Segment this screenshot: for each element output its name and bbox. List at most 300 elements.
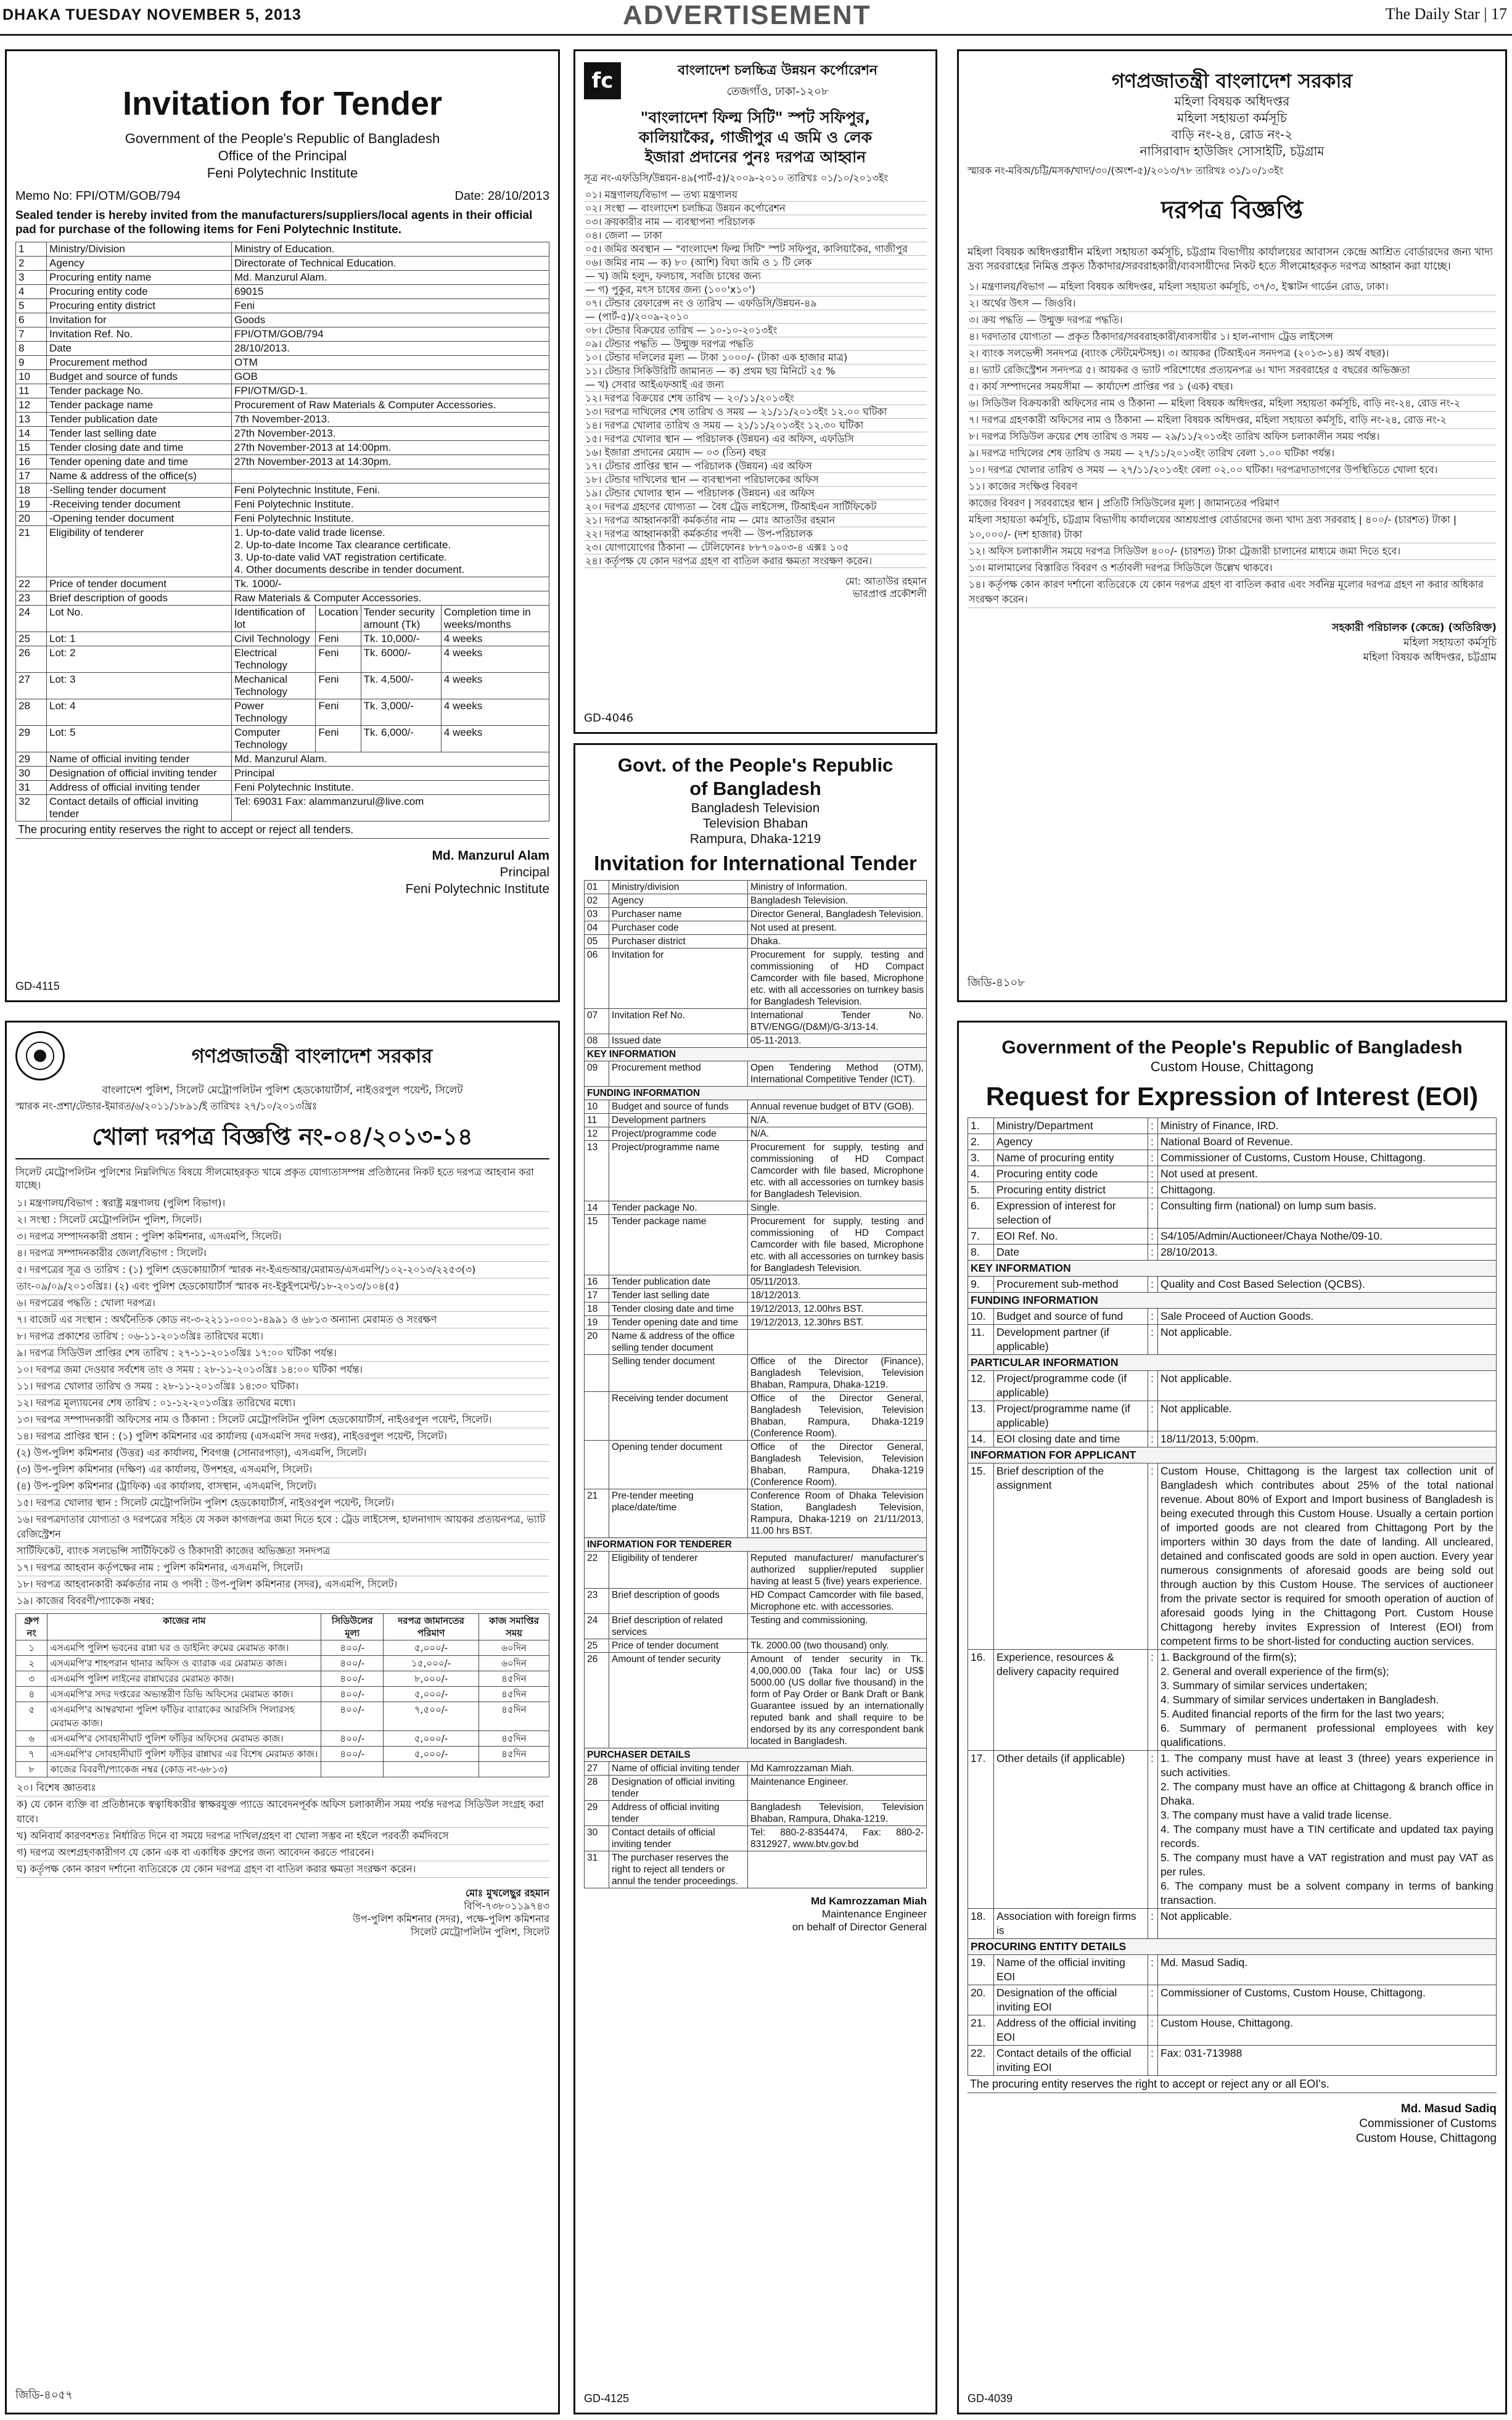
- table-cell: ৬০দিন: [479, 1656, 549, 1671]
- table-cell: ৪: [16, 1687, 47, 1702]
- table-cell: 20: [585, 1330, 609, 1355]
- table-cell: Price of tender document: [609, 1639, 748, 1653]
- ad5-code: GD-4125: [584, 2392, 630, 2405]
- bfdc-logo-icon: fc: [584, 62, 621, 99]
- list-item: ১২। অফিস চলাকালীন সময়ে দরপত্র সিডিউল ৪০০/- (চারশত) টাকা ট্রেজারী চালানের মাধ্যমে জমা দিতে হবে।: [968, 543, 1497, 560]
- table-row: [968, 1245, 1497, 1261]
- table-cell: 19.: [968, 1955, 994, 1985]
- list-item: ১০। টেন্ডার দলিলের মূল্য — টাকা ১০০০/- (টাকা এক হাজার মাত্র): [584, 351, 927, 364]
- table-cell: 21.: [968, 2015, 994, 2046]
- table-cell: Contact details of official inviting tender: [47, 795, 232, 821]
- ad2-t2: কালিয়াকৈর, গাজীপুর এ জমি ও লেক: [638, 128, 873, 146]
- ad2-title: [584, 108, 927, 167]
- table-cell: Not applicable.: [1158, 1325, 1497, 1355]
- table-cell: :: [1148, 1650, 1158, 1751]
- table-row: [585, 921, 927, 935]
- table-cell: Feni: [316, 673, 361, 699]
- list-item: ২৩। যোগাযোগের ঠিকানা — টেলিফোনঃ ৮৮৭০৯০৩-৪ এক্সঃ ১০৫: [584, 541, 927, 554]
- list-item: ১। মন্ত্রণালয়/বিভাগ — মহিলা বিষয়ক অধিদপ্তর, মহিলা সহায়তা কর্মসূচি, ৩৭/৩, ইস্কাটন গার্ডেন রোড, ঢাকা।: [968, 279, 1497, 295]
- list-item: ৮। দরপত্র সিডিউল ক্রয়ের শেষ তারিখ ও সময় — ২৯/১১/২০১৩ইং তারিখ অফিস চলাকালীন সময় পর্যন্ত।: [968, 429, 1497, 445]
- table-cell: Procurement of Raw Materials & Computer Accessories.: [232, 398, 549, 413]
- table-cell: 08: [585, 1034, 609, 1048]
- table-row: [16, 1731, 549, 1747]
- newspaper-header: [0, 0, 1512, 36]
- table-cell: N/A.: [748, 1114, 927, 1127]
- ad3-s1: মহিলা বিষয়ক অধিদপ্তর: [1174, 94, 1290, 109]
- table-cell: Procurement for supply, testing and commissioning of HD Compact Camcorder with file based, Microphone etc. with all accessories on turnkey basis for Bangladesh Television.: [748, 1215, 927, 1275]
- table-cell: 1.: [968, 1118, 994, 1134]
- table-cell: Directorate of Technical Education.: [232, 257, 549, 271]
- table-cell: 10.: [968, 1309, 994, 1325]
- table-cell: Md Kamrozzaman Miah.: [748, 1762, 927, 1776]
- table-cell: 15: [585, 1215, 609, 1275]
- list-item: ০৪। জেলা — ঢাকা: [584, 229, 927, 242]
- table-cell: Civil Technology: [232, 632, 316, 646]
- table-cell: এসএমপি'র সদর দপ্তরের অভ্যন্তরীণ ডিভি অফিসের মেরামত কাজ।: [47, 1687, 321, 1702]
- table-row: [585, 1201, 927, 1215]
- table-row: [16, 342, 549, 356]
- table-row: [16, 752, 549, 767]
- table-row: [16, 327, 549, 342]
- table-cell: দরপত্র জামানতের পরিমাণ: [384, 1614, 479, 1640]
- list-item: — গ) পুকুর, মৎস চাষের জন্য (১০০'x১০'): [584, 283, 927, 297]
- table-cell: Agency: [47, 257, 232, 271]
- table-row: [585, 1851, 927, 1888]
- list-item: ১১। কাজের সংক্ষিপ্ত বিবরণ: [968, 479, 1497, 495]
- table-cell: Address of the official inviting EOI: [994, 2015, 1148, 2046]
- ad1-sig-name: Md. Manzurul Alam: [432, 849, 549, 863]
- table-cell: EOI Ref. No.: [994, 1229, 1148, 1245]
- table-row: [585, 949, 927, 1009]
- table-cell: Tender package name: [609, 1215, 748, 1275]
- table-row: [585, 1589, 927, 1614]
- table-cell: 8: [16, 342, 47, 356]
- ad4-sub: বাংলাদেশ পুলিশ, সিলেট মেট্রোপলিটন পুলিশ হেডকোয়ার্টার্স, নাইওরপুল পয়েন্ট, সিলেট: [102, 1084, 463, 1097]
- table-cell: 05-11-2013.: [748, 1034, 927, 1048]
- ad-sylhet-police: [5, 1021, 560, 2414]
- ad1-sig-title: Principal: [499, 865, 549, 879]
- table-cell: [321, 1762, 384, 1777]
- table-cell: 12.: [968, 1371, 994, 1401]
- table-cell: [384, 1762, 479, 1777]
- table-cell: Eligibility of tenderer: [609, 1552, 748, 1589]
- table-cell: 05/11/2013.: [748, 1275, 927, 1289]
- table-cell: Project/programme code (if applicable): [994, 1371, 1148, 1401]
- ad2-sig-name: মো: আতাউর রহমান: [845, 575, 927, 587]
- table-cell: 21: [16, 526, 47, 577]
- ad4-memo: স্মারক নং-প্রশা/টেন্ডার-ইমারত/৬/২০১১/১৮৯১/ই তারিখঃ ২৭/১০/২০১৩খ্রিঃ: [15, 1100, 318, 1112]
- table-cell: 23: [16, 591, 47, 606]
- list-item: ১৪। দরপত্র খোলার তারিখ ও সময় — ২১/১১/২০১৩ইং ১২.৩০ ঘটিকা: [584, 419, 927, 432]
- table-cell: 2.: [968, 1134, 994, 1150]
- table-cell: KEY INFORMATION: [968, 1261, 1497, 1277]
- table-cell: Eligibility of tenderer: [47, 526, 232, 577]
- list-item: ৭। দরপত্র গ্রহণকারী অফিসের নাম ও ঠিকানা — মহিলা বিষয়ক অধিদপ্তর, মহিলা সহায়তা কর্মসূচি, বাড়ি নং-২৪, রোড নং-২: [968, 412, 1497, 429]
- table-cell: Feni Polytechnic Institute.: [232, 512, 549, 526]
- list-item: ৪। ভ্যাট রেজিস্ট্রেশন সনদপত্র ৫। আয়কর ও ভ্যাট পরিশোধের প্রত্যয়নপত্র ৬। খাদ্য সরবরাহের ৫ বছরের অভিজ্ঞতা: [968, 362, 1497, 379]
- table-cell: Tender closing date and time: [47, 441, 232, 455]
- ad6-table: [968, 1117, 1497, 2076]
- table-cell: 10: [585, 1100, 609, 1114]
- list-item: ০৭। টেন্ডার রেফারেন্স নং ও তারিখ — এফডিসি/উন্নয়ন-৪৯: [584, 297, 927, 310]
- table-cell: [585, 1392, 609, 1441]
- table-cell: Name of official inviting tender: [47, 752, 232, 767]
- table-cell: 09: [585, 1061, 609, 1087]
- table-cell: 19: [16, 498, 47, 512]
- table-cell: 10: [16, 370, 47, 384]
- table-row: [585, 1538, 927, 1552]
- table-cell: 1: [16, 242, 47, 257]
- masthead-page: The Daily Star | 17: [1385, 5, 1507, 23]
- ad6-sig1: Md. Masud Sadiq: [1400, 2102, 1497, 2115]
- ad2-header: [584, 60, 927, 102]
- table-cell: Ministry of Education.: [232, 242, 549, 257]
- ad3-signature: [968, 620, 1497, 665]
- table-cell: Sale Proceed of Auction Goods.: [1158, 1309, 1497, 1325]
- table-cell: Single.: [748, 1201, 927, 1215]
- list-item: ১৫। দরপত্র খোলার স্থান : সিলেট মেট্রোপলিটন পুলিশ হেডকোয়ার্টার্স, নাইওরপুল পয়েন্ট, সিলেট।: [15, 1495, 549, 1512]
- table-cell: 16.: [968, 1650, 994, 1751]
- table-cell: 26: [585, 1653, 609, 1748]
- table-cell: PARTICULAR INFORMATION: [968, 1355, 1497, 1371]
- list-item: (৩) উপ-পুলিশ কমিশনার (দক্ষিণ) এর কার্যালয়, উপশহর, এসএমপি, সিলেট।: [15, 1462, 549, 1478]
- table-cell: Amount of tender security: [609, 1653, 748, 1748]
- table-cell: Tender opening date and time: [47, 455, 232, 469]
- table-cell: Name of procuring entity: [994, 1150, 1148, 1166]
- table-cell: Ministry/Division: [47, 242, 232, 257]
- list-item: ১৯। কাজের বিবরণী/প্যাকেজ নম্বর:: [15, 1593, 549, 1610]
- table-cell: Date: [47, 342, 232, 356]
- table-cell: Feni: [316, 632, 361, 646]
- table-cell: 6: [16, 313, 47, 327]
- table-cell: Amount of tender security in Tk. 4,00,000.00 (Taka four lac) or US$ 5000.00 (US dollar five thousand) in the form of Pay Order or Bank Draft or Bank Guarantee issued by an internationally reputed bank and shall require to be endorsed by its any correspondent bank located in Bangladesh.: [748, 1653, 927, 1748]
- table-cell: 19: [585, 1316, 609, 1330]
- table-cell: Procurement for supply, testing and commissioning of HD Compact Camcorder with file based, Microphone etc. with all accessories on turnkey basis for Bangladesh Television.: [748, 949, 927, 1009]
- table-cell: FPI/OTM/GOB/794: [232, 327, 549, 342]
- table-row: [585, 1100, 927, 1114]
- ad6-title: Government of the People's Republic of Bangladesh: [1001, 1037, 1463, 1058]
- table-row: [968, 1198, 1497, 1229]
- govt-emblem-icon: [15, 1031, 65, 1080]
- table-row: [16, 370, 549, 384]
- table-cell: Tk. 2000.00 (two thousand) only.: [748, 1639, 927, 1653]
- ad4-title: গণপ্রজাতন্ত্রী বাংলাদেশ সরকার: [191, 1044, 433, 1068]
- table-cell: Consulting firm (national) on lump sum basis.: [1158, 1198, 1497, 1229]
- ad4-table: [15, 1195, 549, 1610]
- ad5-t2: of Bangladesh: [689, 778, 821, 799]
- section-title: ADVERTISEMENT: [623, 0, 871, 30]
- table-cell: 30: [16, 767, 47, 781]
- table-cell: The purchaser reserves the right to reject all tenders or annul the tender proceedings.: [609, 1851, 748, 1888]
- table-cell: Name of the official inviting EOI: [994, 1955, 1148, 1985]
- table-cell: Tender last selling date: [609, 1289, 748, 1303]
- table-cell: :: [1148, 1401, 1158, 1431]
- ad4-works-table: [15, 1613, 549, 1777]
- list-item: ১৪। কর্তৃপক্ষ কোন কারণ দর্শানো ব্যতিরেকে যে কোন দরপত্র গ্রহণ বা বাতিল করার এবং সর্বনিম্ন মূল্যের দরপত্র গ্রহণ না করার অধিকার সংরক্ষণ করেন।: [968, 577, 1497, 608]
- table-cell: Procurement for supply, testing and commissioning of HD Compact Camcorder with file based, Microphone etc. with all accessories on turnkey basis for Bangladesh Television.: [748, 1141, 927, 1201]
- ad4-notes: [15, 1780, 549, 1878]
- table-row: [585, 1275, 927, 1289]
- table-cell: 25: [16, 632, 47, 646]
- table-cell: Tender package No.: [47, 384, 232, 398]
- table-cell: Tender last selling date: [47, 427, 232, 441]
- table-cell: ৬: [16, 1731, 47, 1747]
- table-cell: ৭: [16, 1747, 47, 1762]
- table-cell: 9.: [968, 1277, 994, 1293]
- ad4-intro: সিলেট মেট্রোপলিটন পুলিশের নিম্নলিখিত বিষয়ে সীলমোহরকৃত খামে প্রকৃত যোগ্যতাসম্পন্ন প্রতিষ্ঠানের নিকট হতে দরপত্র আহবান করা যাচ্ছে।: [15, 1166, 534, 1191]
- ad5-table: [584, 880, 927, 1888]
- list-item: — (পার্ট-৫)/২০০৯-২০১০: [584, 310, 927, 324]
- table-cell: Not applicable.: [1158, 1371, 1497, 1401]
- table-row: [16, 767, 549, 781]
- table-row: [968, 2046, 1497, 2076]
- table-cell: Designation of the official inviting EOI: [994, 1985, 1148, 2015]
- table-row: [968, 1150, 1497, 1166]
- table-row: [968, 1939, 1497, 1955]
- table-row: [16, 632, 549, 646]
- list-item: ১১। টেন্ডার সিকিউরিটি জামানত — ক) প্রথম ছয় মিনিটে ২৫ %: [584, 364, 927, 378]
- table-cell: Fax: 031-713988: [1158, 2046, 1497, 2076]
- table-cell: 22: [16, 577, 47, 591]
- list-item: ১১। দরপত্র খোলার তারিখ ও সময় : ২৮-১১-২০১৩খ্রিঃ ১৪:৩০ ঘটিকা।: [15, 1378, 549, 1395]
- table-cell: Brief description of related services: [609, 1614, 748, 1639]
- table-cell: 28/10/2013.: [232, 342, 549, 356]
- ad1-note: The procuring entity reserves the right to accept or reject all tenders.: [15, 821, 549, 839]
- list-item: ১২। দরপত্র মূল্যায়নের শেষ তারিখ : ০১-১২-২০১৩খ্রিঃ তারিখের মধ্যে।: [15, 1395, 549, 1412]
- table-row: [585, 1489, 927, 1538]
- ad3-title: গণপ্রজাতন্ত্রী বাংলাদেশ সরকার: [1111, 69, 1353, 93]
- table-cell: FUNDING INFORMATION: [968, 1293, 1497, 1309]
- list-item: খ) অনিবার্য কারণবশতঃ নির্ধারিত দিনে বা সময়ে দরপত্র দাখিল/গ্রহণ বা খোলা সম্ভব না হইলে পরবর্তী কর্মদিবসে: [15, 1828, 549, 1845]
- table-cell: Tk. 4,500/-: [361, 673, 441, 699]
- table-row: [585, 1826, 927, 1851]
- table-cell: FUNDING INFORMATION: [585, 1087, 927, 1100]
- table-cell: 18/12/2013.: [748, 1289, 927, 1303]
- table-row: [16, 699, 549, 726]
- table-row: [585, 1009, 927, 1034]
- table-cell: এসএমপি'র সোবহানীঘাট পুলিশ ফাঁড়ির রান্নাঘর এর বিশেষ মেরামত কাজ।: [47, 1747, 321, 1762]
- table-row: [16, 484, 549, 498]
- table-row: [585, 1215, 927, 1275]
- table-row: [585, 1748, 927, 1762]
- ad5-t1: Govt. of the People's Republic: [617, 754, 894, 776]
- table-cell: কাজের নাম: [47, 1614, 321, 1640]
- table-cell: International Tender No. BTV/ENGG/(D&M)/G-3/13-14.: [748, 1009, 927, 1034]
- table-cell: Maintenance Engineer.: [748, 1776, 927, 1801]
- list-item: ১০। দরপত্র খোলার তারিখ ও সময় — ২৭/১১/২০১৩ইং বেলা ০২.০০ ঘটিকা। দরপত্রদাতাগণের উপস্থিতিতে খোলা হবে।: [968, 462, 1497, 479]
- table-cell: Conference Room of Dhaka Television Station, Bangladesh Television, Rampura, Dhaka-1219 on 21/11/2013, 11.00 hrs BST.: [748, 1489, 927, 1538]
- table-cell: Feni: [316, 726, 361, 752]
- table-row: [585, 1614, 927, 1639]
- list-item: ০৯। টেন্ডার পদ্ধতি — উন্মুক্ত দরপত্র পদ্ধতি: [584, 337, 927, 351]
- table-cell: 13: [16, 413, 47, 427]
- table-row: [585, 1316, 927, 1330]
- table-cell: Project/programme code: [609, 1127, 748, 1141]
- table-cell: Electrical Technology: [232, 646, 316, 673]
- ad4-sig1: মোঃ মুখলেছুর রহমান: [465, 1887, 549, 1899]
- table-cell: HD Compact Camcorder with file based, Microphone etc. with accessories.: [748, 1589, 927, 1614]
- table-cell: Project/programme name (if applicable): [994, 1401, 1148, 1431]
- table-cell: ৪০০/-: [321, 1702, 384, 1731]
- list-item: ১৪। দরপত্র প্রাপ্তির স্থান : (১) পুলিশ কমিশনার এর কার্যালয় (এসএমপি সদর দপ্তর), নাইওরপুল পয়েন্ট, সিলেট।: [15, 1428, 549, 1445]
- table-cell: ৮,০০০/-: [384, 1671, 479, 1687]
- table-cell: 29: [585, 1801, 609, 1826]
- ad5-heading: Invitation for International Tender: [594, 852, 917, 875]
- table-row: [968, 1355, 1497, 1371]
- table-cell: Tel: 880-2-8354474, Fax: 880-2-8312927, www.btv.gov.bd: [748, 1826, 927, 1851]
- ad3-memo: স্মারক নং-মবিঅ/চট্টি/মসক/খাদ্য/৩০/(অংশ-৫)/২০১৩/৭৮ তারিখঃ ৩১/১০/১৩ইং: [968, 165, 1284, 176]
- list-item: ৪। দরপত্র সম্পাদনকারীর জেলা/বিভাগ : সিলেট।: [15, 1245, 549, 1262]
- list-item: ১৭। দরপত্র আহবান কর্তৃপক্ষের নাম : পুলিশ কমিশনার, এসএমপি, সিলেট।: [15, 1560, 549, 1576]
- table-cell: Not applicable.: [1158, 1909, 1497, 1939]
- list-item: ২০। বিশেষ জ্ঞাতব্যঃ: [15, 1780, 549, 1796]
- table-row: [16, 726, 549, 752]
- list-item: ৯। দরপত্র সিডিউল প্রাপ্তির শেষ তারিখ : ২৭-১১-২০১৩খ্রিঃ ১৭:০০ ঘটিকা পর্যন্ত।: [15, 1345, 549, 1362]
- table-cell: Tender package name: [47, 398, 232, 413]
- table-cell: Date: [994, 1245, 1148, 1261]
- table-cell: S4/105/Admin/Auctioneer/Chaya Nothe/09-10.: [1158, 1229, 1497, 1245]
- list-item: ১৭। টেন্ডার প্রাপ্তির স্থান — পরিচালক (উন্নয়ন) এর অফিস: [584, 459, 927, 473]
- table-cell: Bangladesh Television, Television Bhaban, Rampura, Dhaka-1219.: [748, 1801, 927, 1826]
- table-cell: Tender publication date: [47, 413, 232, 427]
- table-row: [16, 498, 549, 512]
- list-item: ১৫। দরপত্র খোলার স্থান — পরিচালক (উন্নয়ন) এর অফিস, এফডিসি: [584, 432, 927, 446]
- table-cell: :: [1148, 1325, 1158, 1355]
- table-row: [16, 427, 549, 441]
- table-cell: Tk. 10,000/-: [361, 632, 441, 646]
- table-cell: Other details (if applicable): [994, 1751, 1148, 1909]
- table-row: [968, 1118, 1497, 1134]
- list-item: কাজের বিবরণ | সরবরাহের স্থান | প্রতিটি সিডিউলের মূল্য | জামানতের পরিমাণ: [968, 495, 1497, 512]
- table-cell: 7: [16, 327, 47, 342]
- ad6-sig2: Commissioner of Customs: [1359, 2117, 1497, 2130]
- ad2-table: [584, 188, 927, 568]
- table-cell: Tender closing date and time: [609, 1303, 748, 1316]
- ad4-sig3: উপ-পুলিশ কমিশনার (সদর), পক্ষে-পুলিশ কমিশনার: [353, 1913, 549, 1925]
- table-row: [968, 1277, 1497, 1293]
- table-cell: 17.: [968, 1751, 994, 1909]
- table-cell: 15: [16, 441, 47, 455]
- table-cell: 20: [16, 512, 47, 526]
- table-cell: Lot: 4: [47, 699, 232, 726]
- table-row: [968, 1650, 1497, 1751]
- table-cell: 27th November-2013.: [232, 427, 549, 441]
- table-cell: Name & address of the office(s): [47, 469, 232, 484]
- ad6-note: The procuring entity reserves the right to accept or reject any or all EOI's.: [968, 2076, 1497, 2093]
- list-item: গ) দরপত্র অংশগ্রহণকারীগণ যে কোন এক বা একাধিক গ্রুপের জন্য আবেদন করতে পারবেন।: [15, 1845, 549, 1861]
- ad2-t1: "বাংলাদেশ ফিল্ম সিটি" স্পট সফিপুর,: [640, 109, 871, 126]
- list-item: ১২। দরপত্র বিক্রয়ের শেষ তারিখ — ২০/১১/২০১৩ইং: [584, 392, 927, 405]
- ad1-signature: [15, 847, 549, 897]
- table-cell: ৪০০/-: [321, 1731, 384, 1747]
- list-item: ৪। দরদাতার যোগ্যতা — প্রকৃত ঠিকাদার/সরবরাহকারী/ব্যবসায়ীর ১। হাল-নাগাদ ট্রেড লাইসেন্স: [968, 329, 1497, 345]
- table-cell: Tender publication date: [609, 1275, 748, 1289]
- list-item: ১৮। টেন্ডার দাখিলের স্থান — ব্যবস্থাপনা পরিচালকের অফিস: [584, 473, 927, 487]
- table-cell: ৪০০/-: [321, 1671, 384, 1687]
- table-cell: :: [1148, 1909, 1158, 1939]
- table-cell: ৫,০০০/-: [384, 1640, 479, 1656]
- ad4-sig2: বিপি-৭৩৮০১১৯৭৪৩: [464, 1900, 549, 1912]
- ad1-title: Invitation for Tender: [122, 85, 442, 122]
- table-row: [16, 781, 549, 795]
- table-cell: Procuring entity district: [994, 1182, 1148, 1198]
- ad3-sub: [968, 93, 1497, 160]
- table-cell: Agency: [994, 1134, 1148, 1150]
- table-row: [16, 1747, 549, 1762]
- table-cell: 32: [16, 795, 47, 821]
- ad1-sub3: Feni Polytechnic Institute: [207, 165, 358, 181]
- table-cell: Tk. 3,000/-: [361, 699, 441, 726]
- table-cell: Designation of official inviting tender: [47, 767, 232, 781]
- ad1-sig-org: Feni Polytechnic Institute: [405, 882, 549, 896]
- table-cell: PROCURING ENTITY DETAILS: [968, 1939, 1497, 1955]
- table-row: [16, 398, 549, 413]
- table-cell: 12: [16, 398, 47, 413]
- table-row: [16, 1702, 549, 1731]
- table-cell: [479, 1762, 549, 1777]
- table-cell: 27th November-2013 at 14:00pm.: [232, 441, 549, 455]
- list-item: ২৪। কর্তৃপক্ষ যে কোন দরপত্র গ্রহণ বা বাতিল করার ক্ষমতা সংরক্ষণ করেন।: [584, 554, 927, 568]
- table-cell: 24: [585, 1614, 609, 1639]
- table-cell: KEY INFORMATION: [585, 1048, 927, 1061]
- ad3-table: [968, 279, 1497, 608]
- table-cell: :: [1148, 1431, 1158, 1447]
- table-row: [16, 271, 549, 285]
- table-cell: -Selling tender document: [47, 484, 232, 498]
- table-cell: 18/11/2013, 5:00pm.: [1158, 1431, 1497, 1447]
- list-item: ৬। সিডিউল বিক্রয়কারী অফিসের নাম ও ঠিকানা — মহিলা বিষয়ক অধিদপ্তর, মহিলা সহায়তা কর্মসূচি, বাড়ি নং-২৪, রোড নং-২: [968, 395, 1497, 412]
- table-cell: 7th November-2013.: [232, 413, 549, 427]
- list-item: ৬। দরপত্রের পদ্ধতি : খোলা দরপত্র।: [15, 1295, 549, 1312]
- table-row: [585, 1034, 927, 1048]
- table-cell: Experience, resources & delivery capacity required: [994, 1650, 1148, 1751]
- table-row: [585, 1330, 927, 1355]
- ad1-table: [15, 242, 549, 821]
- list-item: তাং-০৯/০৯/২০১৩খ্রিঃ। (২) এবং পুলিশ হেডকোয়ার্টার্স স্মারক নং-ইকুইপমেন্ট/১৮-২০১৩/১০৪(৫): [15, 1278, 549, 1295]
- table-row: [585, 1653, 927, 1748]
- ad2-sig-title: ভারপ্রাপ্ত প্রকৌশলী: [852, 588, 927, 599]
- table-row: [16, 1656, 549, 1671]
- table-cell: Commissioner of Customs, Custom House, Chittagong.: [1158, 1985, 1497, 2015]
- table-row: [585, 1303, 927, 1316]
- table-cell: 18: [16, 484, 47, 498]
- table-cell: ১৫,০০০/-: [384, 1656, 479, 1671]
- table-cell: Mechanical Technology: [232, 673, 316, 699]
- table-cell: 14: [16, 427, 47, 441]
- table-cell: 11.: [968, 1325, 994, 1355]
- ad1-intro: Sealed tender is hereby invited from the manufacturers/suppliers/local agents in their official pad for purchase of the following items for Feni Polytechnic Institute.: [15, 209, 533, 236]
- table-cell: Completion time in weeks/months: [441, 606, 549, 632]
- table-cell: EOI closing date and time: [994, 1431, 1148, 1447]
- table-cell: Ministry/division: [609, 881, 748, 894]
- ad5-s1: Bangladesh Television: [691, 801, 820, 815]
- table-cell: 22.: [968, 2046, 994, 2076]
- ad5-sig1: Md Kamrozzaman Miah: [811, 1895, 927, 1907]
- table-cell: ৫,০০০/-: [384, 1687, 479, 1702]
- table-cell: Issued date: [609, 1034, 748, 1048]
- ad6-sig3: Custom House, Chittagong: [1355, 2132, 1497, 2145]
- table-cell: FPI/OTM/GD-1.: [232, 384, 549, 398]
- table-cell: Purchaser district: [609, 935, 748, 949]
- table-cell: PURCHASER DETAILS: [585, 1748, 927, 1762]
- list-item: ১। মন্ত্রণালয়/বিভাগ : স্বরাষ্ট্র মন্ত্রণালয় (পুলিশ বিভাগ)।: [15, 1195, 549, 1212]
- table-row: [585, 1289, 927, 1303]
- table-cell: Tender opening date and time: [609, 1316, 748, 1330]
- table-cell: Ministry of Finance, IRD.: [1158, 1118, 1497, 1134]
- table-cell: 29: [16, 726, 47, 752]
- table-cell: 3: [16, 271, 47, 285]
- table-row: [968, 1182, 1497, 1198]
